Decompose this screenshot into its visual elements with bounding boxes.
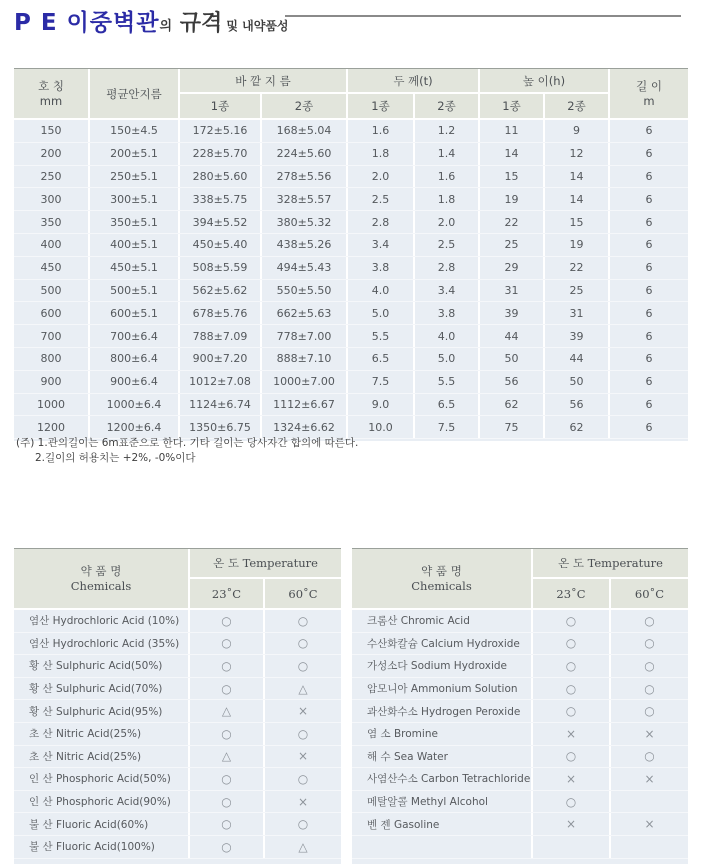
table-cell: 508±5.59 <box>180 257 262 279</box>
table-cell: 1124±6.74 <box>180 394 262 416</box>
table-row <box>14 768 341 791</box>
table-cell: 인 산 Phosphoric Acid(90%) <box>14 791 190 813</box>
header-outer-type1: 1종 <box>180 94 262 118</box>
note-line-1: (주) 1.관의길이는 6m표준으로 한다. 기타 길이는 당사자간 합의에 따른다. <box>16 437 359 449</box>
table-cell: ○ <box>190 768 265 790</box>
table-cell: 1.4 <box>415 143 480 165</box>
table-row <box>352 633 688 656</box>
table-cell: 50 <box>545 371 610 393</box>
title-spec-word: 규격 <box>172 11 223 36</box>
table-row <box>14 700 341 723</box>
header-height: 높 이(h) <box>480 69 610 94</box>
table-row <box>14 813 341 836</box>
table-cell: 2.5 <box>348 188 415 210</box>
table-row <box>352 813 688 836</box>
table-cell: 10.0 <box>348 416 415 438</box>
table-cell: ○ <box>297 817 309 832</box>
table-cell: 56 <box>480 371 545 393</box>
table-cell: 4.0 <box>415 325 480 347</box>
table-cell: ○ <box>533 791 611 813</box>
table-cell: 300 <box>14 188 90 210</box>
table-cell: ○ <box>190 633 265 655</box>
table-cell: ○ <box>190 791 265 813</box>
table-cell: 1000 <box>14 394 90 416</box>
table-cell: ○ <box>644 704 655 719</box>
table-cell: 초 산 Nitric Acid(25%) <box>14 746 190 768</box>
table-cell: 500±5.1 <box>90 280 180 302</box>
table-cell: 메탈알콜 Methyl Alcohol <box>352 791 533 813</box>
table-cell: 초 산 Nitric Acid(25%) <box>14 723 190 745</box>
table-row <box>352 723 688 746</box>
table-cell: △ <box>298 839 308 854</box>
table-cell: 450±5.40 <box>180 234 262 256</box>
table-cell: 1.8 <box>415 188 480 210</box>
table-cell <box>611 836 688 858</box>
table-cell: × <box>533 813 611 835</box>
table-cell: 6 <box>645 169 653 183</box>
table-cell: ○ <box>190 678 265 700</box>
header-thickness: 두 께(t) <box>348 69 480 94</box>
table-cell: 380±5.32 <box>262 211 348 233</box>
table-row <box>14 188 688 211</box>
table-cell: 788±7.09 <box>180 325 262 347</box>
table-cell: 300±5.1 <box>90 188 180 210</box>
table-cell: 550±5.50 <box>262 280 348 302</box>
table-cell: 7.5 <box>415 416 480 438</box>
table-cell: 450±5.1 <box>90 257 180 279</box>
header-chemicals-en: Chemicals <box>70 578 132 593</box>
spec-table-header <box>14 68 688 120</box>
table-cell: 338±5.75 <box>180 188 262 210</box>
table-cell: 328±5.57 <box>262 188 348 210</box>
table-cell: × <box>644 817 655 832</box>
table-cell: 450 <box>14 257 90 279</box>
table-cell: 불 산 Fluoric Acid(60%) <box>14 813 190 835</box>
table-cell: 1200 <box>14 416 90 438</box>
table-row <box>352 746 688 769</box>
table-cell: 350 <box>14 211 90 233</box>
table-cell: 6.5 <box>415 394 480 416</box>
table-cell: 150±4.5 <box>90 120 180 142</box>
table-cell: 6 <box>645 329 653 343</box>
table-cell: 12 <box>545 143 610 165</box>
table-row <box>14 211 688 234</box>
table-cell: 불 산 Fluoric Acid(100%) <box>14 836 190 858</box>
table-cell: 염산 Hydrochloric Acid (35%) <box>14 633 190 655</box>
table-row <box>352 791 688 814</box>
table-cell: 1.8 <box>348 143 415 165</box>
table-cell: × <box>644 771 655 786</box>
table-cell: 800±6.4 <box>90 348 180 370</box>
table-cell: 394±5.52 <box>180 211 262 233</box>
table-cell: × <box>297 749 309 764</box>
table-cell: 벤 젠 Gasoline <box>352 813 533 835</box>
table-cell: 5.5 <box>415 371 480 393</box>
table-cell: 가성소다 Sodium Hydroxide <box>352 655 533 677</box>
table-cell: 6 <box>645 352 653 366</box>
table-cell: 6 <box>645 238 653 252</box>
header-height-type2: 2종 <box>545 94 610 118</box>
table-cell: 황 산 Sulphuric Acid(50%) <box>14 655 190 677</box>
chemical-table-left <box>14 548 341 864</box>
table-cell: 1350±6.75 <box>180 416 262 438</box>
table-cell: 662±5.63 <box>262 302 348 324</box>
table-cell: 6.5 <box>348 348 415 370</box>
table-row <box>14 325 688 348</box>
table-cell: 350±5.1 <box>90 211 180 233</box>
table-cell: 6 <box>645 124 653 138</box>
table-cell: 44 <box>480 325 545 347</box>
table-cell: 황 산 Sulphuric Acid(70%) <box>14 678 190 700</box>
table-cell: 6 <box>645 261 653 275</box>
table-cell: 6 <box>645 420 653 434</box>
table-cell: 11 <box>480 120 545 142</box>
table-cell: 9.0 <box>348 394 415 416</box>
table-cell: 15 <box>480 166 545 188</box>
table-row <box>14 655 341 678</box>
table-row <box>14 120 688 143</box>
table-cell <box>533 836 611 858</box>
table-cell: 1012±7.08 <box>180 371 262 393</box>
header-nominal-label: 호 칭 <box>38 79 64 94</box>
table-cell: 44 <box>545 348 610 370</box>
header-nominal-unit: mm <box>39 93 63 108</box>
header-chemicals <box>14 549 190 608</box>
table-cell: ○ <box>533 610 611 632</box>
header-thickness-type2: 2종 <box>415 94 480 118</box>
table-cell: 6 <box>645 375 653 389</box>
table-cell: ○ <box>644 658 655 673</box>
header-outer-type2: 2종 <box>262 94 348 118</box>
header-temperature: 온 도 Temperature <box>533 549 688 579</box>
table-row <box>352 700 688 723</box>
header-avg-inner-diameter: 평균안지름 <box>90 69 180 118</box>
table-cell: 5.0 <box>348 302 415 324</box>
table-cell: 62 <box>480 394 545 416</box>
table-cell: ○ <box>297 658 309 673</box>
table-cell: 4.0 <box>348 280 415 302</box>
table-cell: × <box>533 723 611 745</box>
table-cell: 염 소 Bromine <box>352 723 533 745</box>
table-cell: ○ <box>533 746 611 768</box>
title-suffix: 및 내약품성 <box>222 19 289 33</box>
table-cell <box>352 836 533 858</box>
table-cell: 168±5.04 <box>262 120 348 142</box>
table-cell: 6 <box>645 215 653 229</box>
table-cell: 39 <box>545 325 610 347</box>
table-cell: 14 <box>480 143 545 165</box>
table-row <box>14 257 688 280</box>
table-cell: 250 <box>14 166 90 188</box>
table-row <box>14 633 341 656</box>
table-row <box>14 280 688 303</box>
table-cell: 888±7.10 <box>262 348 348 370</box>
table-cell: 6 <box>645 397 653 411</box>
table-cell: ○ <box>190 813 265 835</box>
table-cell: 1324±6.62 <box>262 416 348 438</box>
table-cell: 3.8 <box>348 257 415 279</box>
table-cell: 29 <box>480 257 545 279</box>
spec-table <box>14 68 688 441</box>
table-row <box>14 348 688 371</box>
table-cell: 280±5.60 <box>180 166 262 188</box>
table-cell: 250±5.1 <box>90 166 180 188</box>
table-row <box>14 143 688 166</box>
table-cell: 25 <box>480 234 545 256</box>
table-cell: △ <box>190 700 265 722</box>
table-cell: 2.5 <box>415 234 480 256</box>
table-cell: 2.0 <box>415 211 480 233</box>
table-cell: ○ <box>297 726 309 741</box>
table-cell: 172±5.16 <box>180 120 262 142</box>
table-cell: 14 <box>545 188 610 210</box>
table-cell: ○ <box>644 636 655 651</box>
table-row <box>14 746 341 769</box>
table-cell: 과산화수소 Hydrogen Peroxide <box>352 700 533 722</box>
header-nominal <box>14 69 90 118</box>
table-cell: 39 <box>480 302 545 324</box>
header-temperature: 온 도 Temperature <box>190 549 341 579</box>
header-temp-23: 23˚C <box>190 579 265 608</box>
table-cell: ○ <box>190 723 265 745</box>
table-row <box>14 836 341 859</box>
table-cell: 700 <box>14 325 90 347</box>
table-cell: 6 <box>645 147 653 161</box>
table-cell: 5.0 <box>415 348 480 370</box>
table-row <box>14 302 688 325</box>
table-cell: × <box>644 726 655 741</box>
header-temp-23: 23˚C <box>533 579 611 608</box>
header-outer-diameter: 바 깥 지 름 <box>180 69 348 94</box>
table-row <box>14 791 341 814</box>
table-cell: 2.8 <box>348 211 415 233</box>
title-particle: 의 <box>159 19 173 34</box>
table-cell: 778±7.00 <box>262 325 348 347</box>
table-cell: ○ <box>644 613 655 628</box>
table-cell: 400 <box>14 234 90 256</box>
table-cell: 5.5 <box>348 325 415 347</box>
header-length-label: 길 이 <box>636 79 662 94</box>
table-cell: 50 <box>480 348 545 370</box>
table-cell: 75 <box>480 416 545 438</box>
table-cell: 56 <box>545 394 610 416</box>
table-row <box>14 723 341 746</box>
table-cell: 25 <box>545 280 610 302</box>
page-title <box>14 4 289 37</box>
table-cell: 1.6 <box>415 166 480 188</box>
table-cell: 2.8 <box>415 257 480 279</box>
table-cell: 224±5.60 <box>262 143 348 165</box>
chemical-table-right-header <box>352 548 688 610</box>
table-cell: 2.0 <box>348 166 415 188</box>
title-rule-line <box>285 15 681 17</box>
table-cell: × <box>297 704 309 719</box>
table-cell: 1200±6.4 <box>90 416 180 438</box>
table-cell: 6 <box>645 283 653 297</box>
table-cell: 150 <box>14 120 90 142</box>
table-row <box>352 655 688 678</box>
header-temp-60: 60˚C <box>288 586 318 601</box>
spec-notes <box>16 436 358 466</box>
table-cell: ○ <box>190 836 265 858</box>
header-height-type1: 1종 <box>480 94 545 118</box>
header-chemicals <box>352 549 533 608</box>
table-cell: 562±5.62 <box>180 280 262 302</box>
table-cell: 3.4 <box>348 234 415 256</box>
table-cell: 인 산 Phosphoric Acid(50%) <box>14 768 190 790</box>
table-cell: ○ <box>533 678 611 700</box>
table-cell: ○ <box>297 613 309 628</box>
table-row <box>14 678 341 701</box>
table-cell: 278±5.56 <box>262 166 348 188</box>
table-cell: 19 <box>545 234 610 256</box>
table-cell: 494±5.43 <box>262 257 348 279</box>
header-chemicals-ko: 약 품 명 <box>421 564 462 579</box>
header-temp-60: 60˚C <box>634 586 665 601</box>
table-cell: 400±5.1 <box>90 234 180 256</box>
table-cell: 22 <box>480 211 545 233</box>
table-cell: 22 <box>545 257 610 279</box>
chem-right-body <box>352 610 688 864</box>
header-chemicals-ko: 약 품 명 <box>80 564 122 579</box>
table-cell: 62 <box>545 416 610 438</box>
header-chemicals-en: Chemicals <box>411 578 472 593</box>
table-cell: 600±5.1 <box>90 302 180 324</box>
header-length-unit: m <box>643 93 655 108</box>
table-cell: 900±6.4 <box>90 371 180 393</box>
table-cell: 200±5.1 <box>90 143 180 165</box>
table-cell: 228±5.70 <box>180 143 262 165</box>
table-row <box>14 234 688 257</box>
table-cell: 800 <box>14 348 90 370</box>
chemical-table-left-header <box>14 548 341 610</box>
table-cell: 678±5.76 <box>180 302 262 324</box>
table-row <box>14 610 341 633</box>
table-row <box>14 166 688 189</box>
table-cell: × <box>297 794 309 809</box>
table-cell: ○ <box>644 681 655 696</box>
table-cell: 1000±6.4 <box>90 394 180 416</box>
table-cell: ○ <box>533 655 611 677</box>
table-cell: 900 <box>14 371 90 393</box>
table-cell: 사염산수소 Carbon Tetrachloride <box>352 768 533 790</box>
table-cell: 수산화칼슘 Calcium Hydroxide <box>352 633 533 655</box>
table-cell: 크롬산 Chromic Acid <box>352 610 533 632</box>
table-cell: 염산 Hydrochloric Acid (10%) <box>14 610 190 632</box>
table-cell: 31 <box>480 280 545 302</box>
header-length <box>610 69 688 118</box>
table-cell: ○ <box>644 749 655 764</box>
table-cell: 3.4 <box>415 280 480 302</box>
table-cell: 황 산 Sulphuric Acid(95%) <box>14 700 190 722</box>
table-cell: 1.2 <box>415 120 480 142</box>
table-cell: ○ <box>533 700 611 722</box>
table-cell: 해 수 Sea Water <box>352 746 533 768</box>
table-cell: 700±6.4 <box>90 325 180 347</box>
table-cell: 200 <box>14 143 90 165</box>
table-cell: 7.5 <box>348 371 415 393</box>
table-cell: 31 <box>545 302 610 324</box>
chem-left-body <box>14 610 341 864</box>
table-cell: ○ <box>297 636 309 651</box>
chemical-table-right <box>352 548 688 864</box>
table-row <box>352 768 688 791</box>
table-cell: 500 <box>14 280 90 302</box>
table-row <box>14 394 688 417</box>
table-cell: 600 <box>14 302 90 324</box>
table-cell: 14 <box>545 166 610 188</box>
table-cell: 6 <box>645 306 653 320</box>
table-cell: 암모니아 Ammonium Solution <box>352 678 533 700</box>
header-thickness-type1: 1종 <box>348 94 415 118</box>
table-cell: 9 <box>545 120 610 142</box>
spec-table-body <box>14 120 688 441</box>
table-row <box>352 836 688 859</box>
table-cell: △ <box>190 746 265 768</box>
note-line-2: 2.길이의 허용치는 +2%, -0%이다 <box>35 452 196 464</box>
table-cell: 1000±7.00 <box>262 371 348 393</box>
table-cell: 15 <box>545 211 610 233</box>
table-cell: 6 <box>645 192 653 206</box>
table-cell: △ <box>298 681 308 696</box>
table-row <box>14 371 688 394</box>
title-product-name: P E 이중벽관 <box>14 10 160 36</box>
table-cell: ○ <box>190 655 265 677</box>
table-cell: 3.8 <box>415 302 480 324</box>
table-cell: × <box>533 768 611 790</box>
table-row <box>352 610 688 633</box>
table-cell: 1112±6.67 <box>262 394 348 416</box>
table-cell: 19 <box>480 188 545 210</box>
table-cell: ○ <box>190 610 265 632</box>
table-cell <box>611 791 688 813</box>
table-row <box>352 678 688 701</box>
table-cell: ○ <box>297 771 309 786</box>
table-cell: 900±7.20 <box>180 348 262 370</box>
table-cell: 1.6 <box>348 120 415 142</box>
table-cell: ○ <box>533 633 611 655</box>
table-cell: 438±5.26 <box>262 234 348 256</box>
